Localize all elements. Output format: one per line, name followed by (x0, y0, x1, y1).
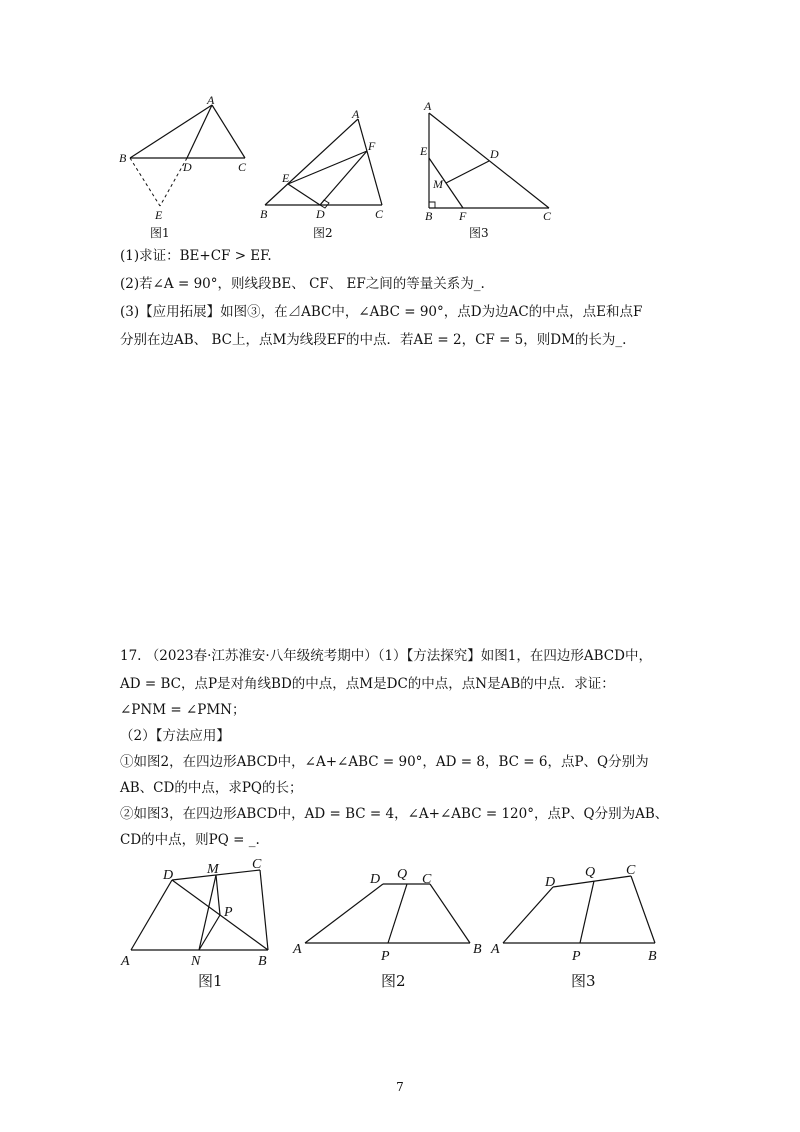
label-D: D (490, 147, 499, 161)
q16-part2: (2)若∠A = 90°，则线段BE、 CF、 EF之间的等量关系为_. (120, 276, 485, 292)
label-A: A (293, 942, 302, 957)
page-number: 7 (396, 1080, 404, 1094)
label-N: N (191, 954, 201, 969)
q17-line8: CD的中点，则PQ = _. (120, 832, 260, 848)
label-C: C (626, 863, 636, 878)
label-E: E (420, 144, 428, 158)
bottom-fig2-caption: 图2 (381, 972, 406, 990)
bottom-fig1-caption: 图1 (198, 972, 223, 990)
label-Q: Q (585, 865, 596, 880)
label-D: D (370, 872, 381, 887)
q16-part3-line2: 分别在边AB、 BC上，点M为线段EF的中点．若AE = 2，CF = 5，则DM的长为_. (120, 332, 627, 348)
q17-line3: ∠PNM = ∠PMN； (120, 702, 246, 718)
q16-part1: (1)求证：BE+CF > EF. (120, 248, 272, 264)
top-fig3-caption: 图3 (469, 226, 489, 240)
label-B: B (425, 209, 433, 223)
label-M: M (433, 177, 443, 191)
q17-line5: ①如图2，在四边形ABCD中，∠A+∠ABC = 90°，AD = 8，BC = 6，点P、Q分别为 (120, 754, 649, 770)
label-E: E (155, 208, 163, 222)
label-A: A (424, 99, 432, 113)
q17-line2: AD = BC，点P是对角线BD的中点，点M是DC的中点，点N是AB的中点．求证： (120, 676, 615, 692)
q17-line1: 17. （2023春·江苏淮安·八年级统考期中）（1）【方法探究】如图1，在四边形ABCD中， (120, 648, 652, 664)
label-A: A (352, 107, 360, 121)
label-B: B (648, 949, 657, 964)
label-C: C (543, 209, 552, 223)
label-B: B (119, 151, 127, 165)
label-P: P (381, 949, 390, 964)
label-Q: Q (397, 867, 408, 882)
label-C: C (238, 160, 247, 174)
label-D: D (545, 875, 556, 890)
label-A: A (207, 93, 215, 107)
label-M: M (207, 862, 219, 877)
label-P: P (572, 949, 581, 964)
bottom-fig3-caption: 图3 (571, 972, 596, 990)
q17-line7: ②如图3，在四边形ABCD中，AD = BC = 4，∠A+∠ABC = 120°，点P、Q分别为AB、 (120, 806, 669, 822)
label-D: D (183, 160, 192, 174)
label-B: B (260, 207, 268, 221)
label-B: B (258, 954, 267, 969)
q17-line4: （2）【方法应用】 (120, 728, 230, 744)
label-P: P (224, 905, 233, 920)
label-E: E (282, 171, 290, 185)
label-D: D (163, 868, 174, 883)
label-C: C (422, 872, 432, 887)
label-A: A (121, 954, 130, 969)
label-D: D (316, 207, 325, 221)
q16-part3-line1: (3)【应用拓展】如图③，在⊿ABC中，∠ABC = 90°，点D为边AC的中点，点E和点F (120, 304, 643, 320)
q17-line6: AB、CD的中点，求PQ的长； (120, 780, 303, 796)
label-A: A (491, 942, 500, 957)
label-B: B (473, 942, 482, 957)
label-C: C (375, 207, 384, 221)
label-F: F (368, 139, 376, 153)
top-fig1-caption: 图1 (150, 226, 170, 240)
label-F: F (459, 209, 467, 223)
label-C: C (252, 857, 262, 872)
top-fig2-caption: 图2 (313, 226, 333, 240)
